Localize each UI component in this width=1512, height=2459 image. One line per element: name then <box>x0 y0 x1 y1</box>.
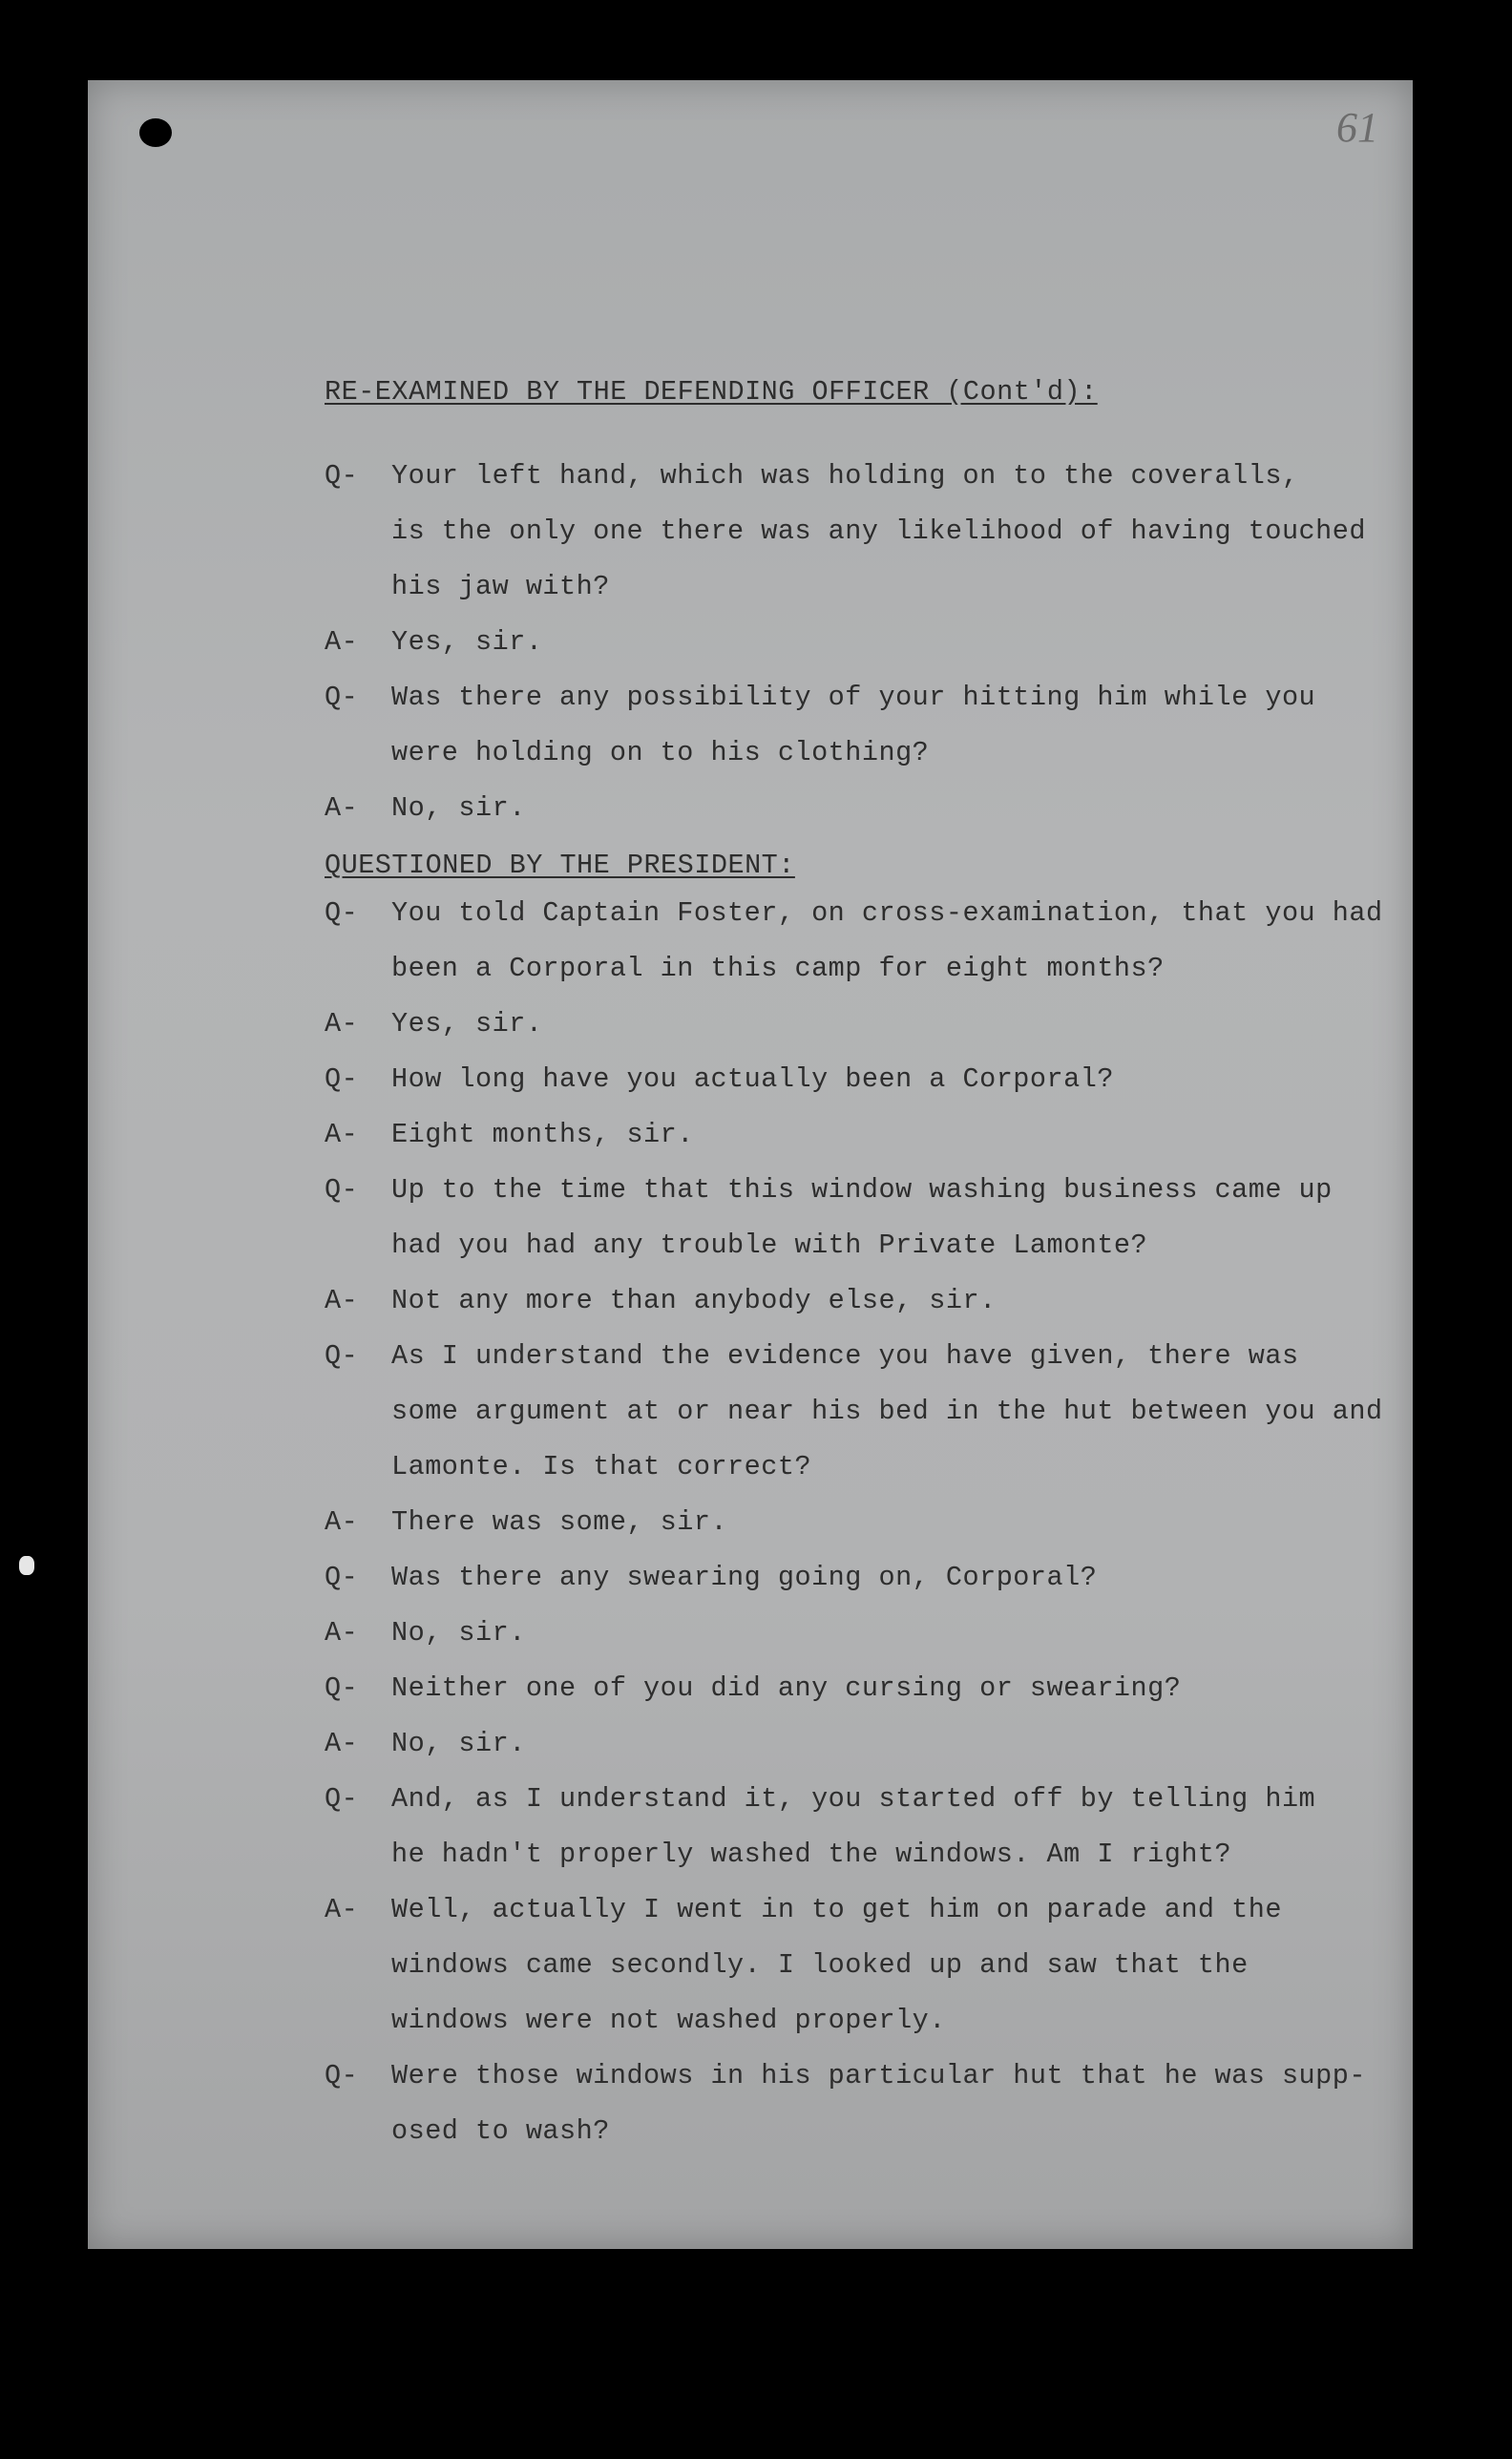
question-line: Were those windows in his particular hut that he was supp- <box>391 2060 1366 2091</box>
question-label: Q- <box>325 1783 359 1815</box>
question-label: Q- <box>325 460 359 492</box>
section-heading-president: QUESTIONED BY THE PRESIDENT: <box>325 850 795 881</box>
question-line: And, as I understand it, you started off by telling him <box>391 1783 1316 1815</box>
question-line: Neither one of you did any cursing or swearing? <box>391 1672 1182 1704</box>
answer-line: No, sir. <box>391 1728 526 1759</box>
question-line: been a Corporal in this camp for eight months? <box>391 953 1165 984</box>
answer-line: Not any more than anybody else, sir. <box>391 1285 997 1316</box>
answer-label: A- <box>325 1894 359 1925</box>
answer-line: Eight months, sir. <box>391 1119 694 1150</box>
answer-line: Well, actually I went in to get him on parade and the <box>391 1894 1282 1925</box>
section-heading-reexamined: RE-EXAMINED BY THE DEFENDING OFFICER (Cont'd): <box>325 376 1098 408</box>
question-label: Q- <box>325 2060 359 2091</box>
answer-label: A- <box>325 1119 359 1150</box>
question-line: some argument at or near his bed in the hut between you and <box>391 1396 1383 1427</box>
question-line: Up to the time that this window washing business came up <box>391 1174 1333 1206</box>
question-line: is the only one there was any likelihood of having touched <box>391 515 1366 547</box>
answer-label: A- <box>325 626 359 658</box>
question-line: As I understand the evidence you have given, there was <box>391 1340 1299 1372</box>
answer-line: Yes, sir. <box>391 1008 543 1040</box>
answer-label: A- <box>325 1617 359 1649</box>
answer-label: A- <box>325 792 359 824</box>
question-label: Q- <box>325 1340 359 1372</box>
question-line: were holding on to his clothing? <box>391 737 930 768</box>
answer-line: There was some, sir. <box>391 1506 728 1538</box>
question-label: Q- <box>325 1174 359 1206</box>
question-line: Lamonte. Is that correct? <box>391 1451 812 1482</box>
question-line: Your left hand, which was holding on to the coveralls, <box>391 460 1299 492</box>
question-label: Q- <box>325 1063 359 1095</box>
answer-label: A- <box>325 1008 359 1040</box>
question-label: Q- <box>325 1672 359 1704</box>
question-line: his jaw with? <box>391 571 610 602</box>
answer-line: windows were not washed properly. <box>391 2005 946 2036</box>
question-line: Was there any swearing going on, Corporal? <box>391 1562 1098 1593</box>
answer-line: No, sir. <box>391 1617 526 1649</box>
answer-label: A- <box>325 1728 359 1759</box>
question-label: Q- <box>325 897 359 929</box>
answer-label: A- <box>325 1506 359 1538</box>
question-label: Q- <box>325 682 359 713</box>
question-line: You told Captain Foster, on cross-examination, that you had <box>391 897 1383 929</box>
question-line: he hadn't properly washed the windows. Am I right? <box>391 1839 1232 1870</box>
question-line: How long have you actually been a Corporal? <box>391 1063 1114 1095</box>
answer-label: A- <box>325 1285 359 1316</box>
question-line: had you had any trouble with Private Lamonte? <box>391 1230 1148 1261</box>
answer-line: windows came secondly. I looked up and saw that the <box>391 1949 1249 1981</box>
answer-line: Yes, sir. <box>391 626 543 658</box>
page-number: 61 <box>1336 104 1378 151</box>
answer-line: No, sir. <box>391 792 526 824</box>
question-line: Was there any possibility of your hitting him while you <box>391 682 1316 713</box>
question-line: osed to wash? <box>391 2115 610 2147</box>
question-label: Q- <box>325 1562 359 1593</box>
